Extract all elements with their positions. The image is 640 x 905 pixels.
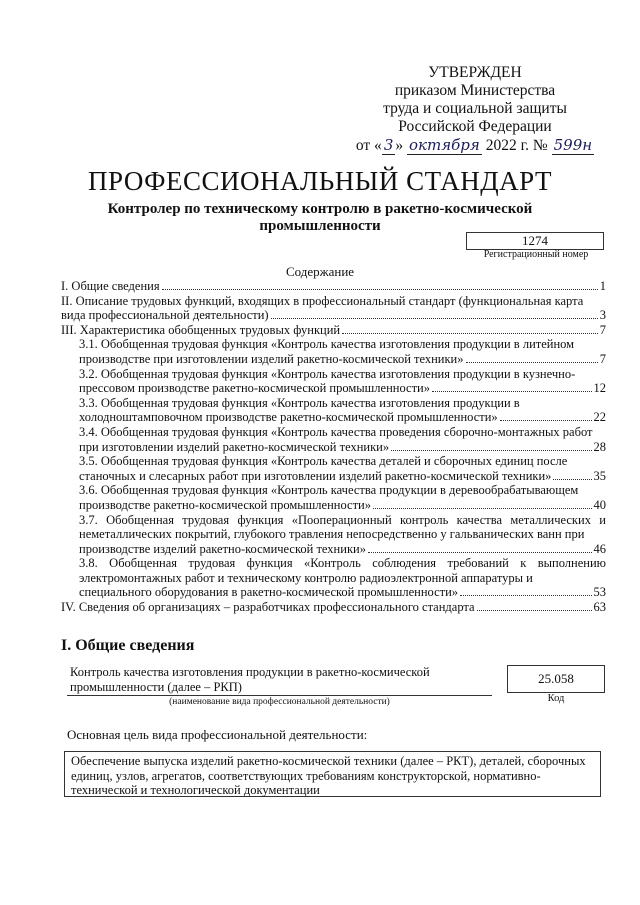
order-day: 3 <box>383 136 394 154</box>
toc-page: 7 <box>599 351 606 366</box>
contents-title: Содержание <box>285 264 355 279</box>
toc-page: 63 <box>593 600 606 615</box>
toc-page: 22 <box>593 410 606 425</box>
toc-entry-head: 3.8. Обобщенная трудовая функция «Контроль соблюдения требований к выполнению электромонтажных работ и техническому контролю радиоэлектронной аппаратуры и <box>79 556 606 585</box>
activity-code: 25.058 <box>507 665 605 693</box>
order-line <box>330 136 620 155</box>
toc-entry <box>61 600 606 615</box>
toc-entry <box>61 323 606 338</box>
purpose-text: Обеспечение выпуска изделий ракетно-космической техники (далее – РКТ), деталей, сборочных единиц, узлов, агрегатов, соответствующих требованиям конструкторской, нормативно-технической и технологической документации <box>64 751 601 797</box>
toc-page: 53 <box>593 585 606 600</box>
order-mid: » <box>395 137 404 154</box>
toc-entry-head: 3.7. Обобщенная трудовая функция «Пооперационный контроль качества металлических и неметаллических покрытий, глубокого травления непосредственно у гальванических ванн при <box>79 512 606 542</box>
table-of-contents <box>61 279 606 615</box>
toc-entry-text: холодноштамповочном производстве ракетно-космической промышленности» <box>79 410 498 425</box>
toc-entry-text: станочных и слесарных работ при изготовлении изделий ракетно-космической техники» <box>79 468 552 483</box>
activity-name: Контроль качества изготовления продукции в ракетно-космической промышленности (далее – РКП) <box>70 665 430 694</box>
toc-entry-head: 3.3. Обобщенная трудовая функция «Контроль качества изготовления продукции в <box>79 395 520 410</box>
toc-entry-text: при изготовлении изделий ракетно-космической техники» <box>79 439 390 454</box>
toc-page: 28 <box>593 439 606 454</box>
toc-entry-text: вида профессиональной деятельности) <box>61 308 269 323</box>
approval-heading: УТВЕРЖДЕН <box>428 64 522 81</box>
approval-line-4: Российской Федерации <box>398 118 552 135</box>
order-year: 2022 г. № <box>485 137 548 154</box>
purpose-label: Основная цель вида профессиональной деятельности: <box>67 727 368 742</box>
approval-line-2: приказом Министерства <box>394 82 556 99</box>
toc-page: 40 <box>593 497 606 512</box>
activity-underline <box>67 695 492 696</box>
toc-entry <box>61 556 606 600</box>
order-prefix: от « <box>355 137 382 154</box>
document-subtitle: Контролер по техническому контролю в ракетно-космической промышленности <box>107 201 533 234</box>
toc-entry-head: II. Описание трудовых функций, входящих в профессиональный стандарт (функциональная карта <box>61 293 584 308</box>
activity-caption: (наименование вида профессиональной деятельности) <box>169 697 390 707</box>
toc-entry-head: 3.1. Обобщенная трудовая функция «Контроль качества изготовления продукции в литейном <box>79 337 575 352</box>
toc-entry <box>61 396 606 425</box>
toc-entry-text: производстве при изготовлении изделий ракетно-космической техники» <box>79 351 464 366</box>
toc-entry <box>61 279 606 294</box>
toc-entry-text: прессовом производстве ракетно-космической промышленности» <box>79 381 430 396</box>
toc-entry-head: 3.6. Обобщенная трудовая функция «Контроль качества продукции в деревообрабатывающем <box>79 483 579 498</box>
registration-label: Регистрационный номер <box>483 249 589 260</box>
document-title: ПРОФЕССИОНАЛЬНЫЙ СТАНДАРТ <box>87 166 553 196</box>
toc-entry-text: специального оборудования в ракетно-космической промышленности» <box>79 585 459 600</box>
registration-number: 1274 <box>466 232 604 250</box>
toc-entry <box>61 294 606 323</box>
toc-page: 1 <box>599 279 606 293</box>
approval-stamp <box>330 64 620 155</box>
toc-entry-text: III. Характеристика обобщенных трудовых функций <box>61 322 341 337</box>
toc-entry <box>61 513 606 557</box>
section-heading: I. Общие сведения <box>61 637 195 654</box>
toc-entry-head: 3.5. Обобщенная трудовая функция «Контроль качества деталей и сборочных единиц после <box>79 454 568 469</box>
toc-page: 46 <box>593 541 606 556</box>
toc-entry-text: IV. Сведения об организациях – разработчиках профессионального стандарта <box>61 600 475 615</box>
order-number: 599н <box>553 136 593 154</box>
toc-entry-head: 3.4. Обобщенная трудовая функция «Контроль качества проведения сборочно-монтажных работ <box>79 424 593 439</box>
toc-page: 3 <box>599 308 606 323</box>
toc-page: 35 <box>593 468 606 483</box>
toc-entry <box>61 425 606 454</box>
code-label: Код <box>547 693 565 704</box>
toc-entry-text: производстве изделий ракетно-космической техники» <box>79 541 366 556</box>
toc-entry <box>61 367 606 396</box>
toc-entry-text: производстве ракетно-космической промышленности» <box>79 497 371 512</box>
toc-entry-text: I. Общие сведения <box>61 279 160 293</box>
toc-entry-head: 3.2. Обобщенная трудовая функция «Контроль качества изготовления продукции в кузнечно- <box>79 366 576 381</box>
toc-page: 7 <box>599 322 606 337</box>
approval-line-3: труда и социальной защиты <box>383 100 567 117</box>
toc-entry <box>61 337 606 366</box>
toc-page: 12 <box>593 381 606 396</box>
activity-row <box>67 665 607 709</box>
order-month: октября <box>408 136 480 154</box>
toc-entry <box>61 454 606 483</box>
toc-entry <box>61 483 606 512</box>
